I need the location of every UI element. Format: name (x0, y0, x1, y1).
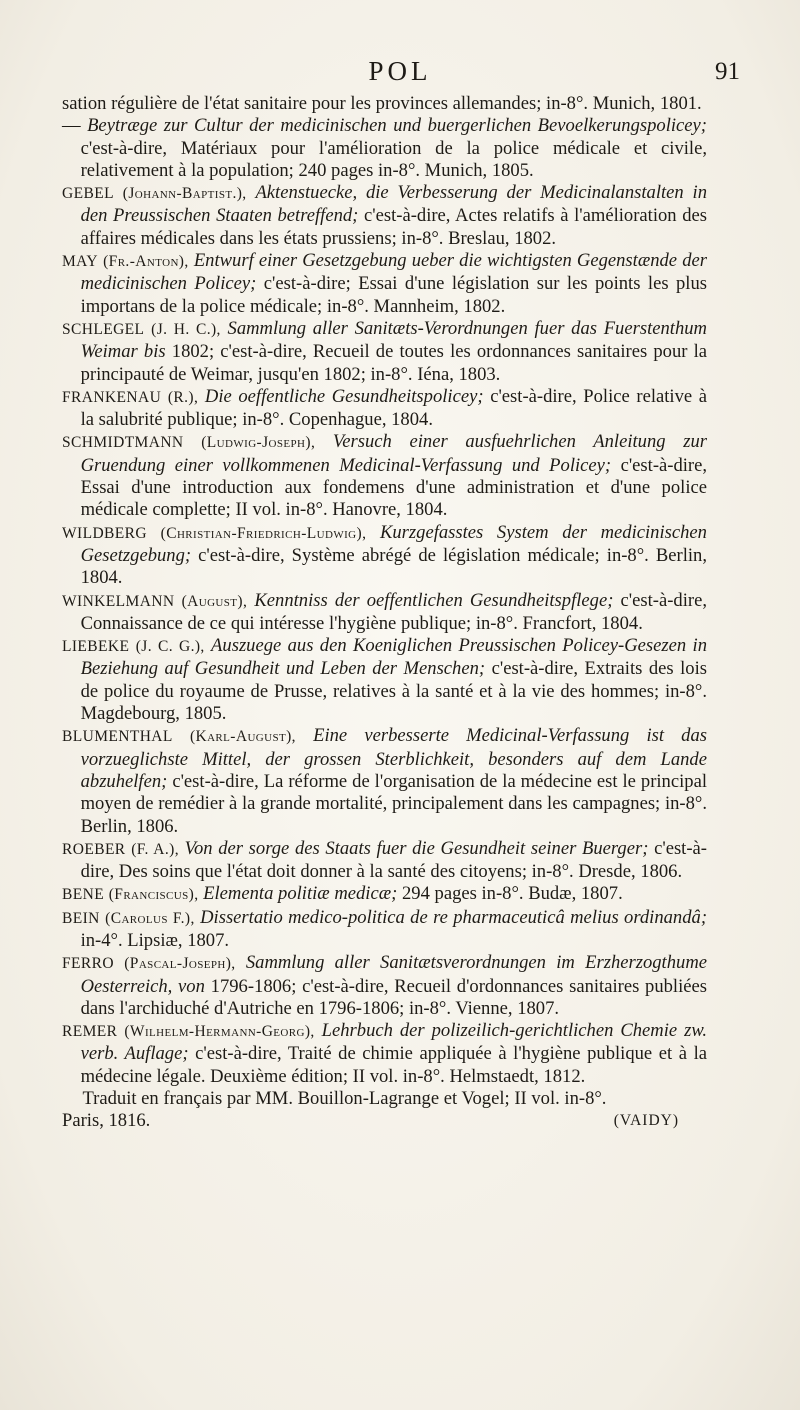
bibliography-entry (62, 115, 707, 182)
entry-text: 1796-1806; c'est-à-dire, Recueil d'ordonnances sanitaires publiées dans l'archiduché d'Autriche en 1796-1806; in-8°. Vienne, 1807. (80, 975, 708, 1019)
entry-title: Kurzgefasstes System der medicinischen Gesetzgebung; (80, 521, 707, 566)
bibliography-entry (62, 250, 707, 318)
entry-title: Eine verbesserte Medicinal-Verfassung ist das vorzueglichste Mittel, der grossen Sterblichkeit, besonders auf dem Lande abzuhelfen; (80, 725, 708, 792)
page-header (60, 56, 740, 96)
bibliography-entry (62, 1020, 707, 1088)
bibliography-entry (62, 883, 707, 906)
entry-author: BENE (62, 886, 105, 904)
entry-text: 1802; c'est-à-dire, Recueil de toutes les ordonnances sanitaires pour la principauté de Weimar, jusqu'en 1802; in-8°. Iéna, 1803. (80, 341, 707, 385)
bibliography-entry (62, 93, 707, 115)
bibliography-entry (62, 386, 707, 432)
entry-author: WILDBERG (62, 524, 147, 542)
entry-title: Beytræge zur Cultur der medicinischen und buergerlichen Bevoelkerungspolicey; (87, 115, 707, 137)
entry-title: Dissertatio medico-politica de re pharmaceuticâ melius ordinandâ; (200, 906, 708, 928)
entry-title: Aktenstuecke, die Verbesserung der Medicinalanstalten in den Preussischen Staaten betreffend; (80, 182, 707, 227)
entry-author: BEIN (62, 909, 100, 927)
entry-text: in-4°. Lipsiæ, 1807. (80, 929, 230, 951)
bibliography-entry (62, 838, 707, 884)
entry-title: Auszuege aus den Koeniglichen Preussischen Policey-Gesezen in Beziehung auf Gesundheit und Leben der Menschen; (80, 635, 707, 680)
entry-author-names: (F. A.), (131, 840, 179, 858)
entry-author-names: (August), (181, 592, 248, 610)
entry-author-names: (J. C. G.), (135, 638, 205, 656)
entry-author: SCHMIDTMANN (62, 434, 184, 452)
entry-author: FERRO (62, 955, 114, 973)
entry-text: c'est-à-dire, Connaissance de ce qui intéresse l'hygiène publique; in-8°. Francfort, 1804. (80, 589, 707, 634)
entry-text: 294 pages in-8°. Budæ, 1807. (401, 883, 623, 905)
running-head: POL (368, 56, 432, 86)
entry-author: BLUMENTHAL (62, 728, 173, 746)
entry-text: c'est-à-dire, Extraits des lois de police du royaume de Prusse, relatives à la santé et à la vie des hommes; in-8°. Magdebourg, 1805. (80, 658, 707, 725)
entry-title: Sammlung aller Sanitætsverordnungen im Erzherzogthume Oesterreich, von (80, 952, 707, 997)
entry-author-names: (Fr.-Anton), (103, 253, 189, 271)
bibliography-entry (62, 635, 707, 725)
entry-text: sation régulière de l'état sanitaire pour les provinces allemandes; in-8°. Munich, 1801. (62, 93, 702, 114)
bibliography-entry (62, 318, 707, 386)
entry-author-names: (Franciscus), (108, 886, 199, 904)
entry-title: Versuch einer ausfuehrlichen Anleitung zur Gruendung einer vollkommenen Medicinal-Verfassung und Policey; (80, 431, 708, 476)
entry-text: c'est-à-dire, Actes relatifs à l'amélioration des affaires médicales dans les états prussiens; in-8°. Breslau, 1802. (80, 205, 707, 249)
author-signature: (VAIDY) (613, 1112, 679, 1130)
bibliography-entry (62, 590, 707, 636)
entry-text: c'est-à-dire, Des soins que l'état doit donner à la santé des citoyens; in-8°. Dresde, 1806. (80, 837, 707, 883)
entry-author: REMER (62, 1023, 118, 1041)
entry-author-names: (Carolus F.), (105, 909, 195, 927)
publication-place: Paris, 1816. (62, 1110, 151, 1132)
entry-author: SCHLEGEL (62, 320, 145, 338)
entry-author: MAY (62, 253, 98, 271)
bibliography-entry (62, 907, 707, 953)
entry-author: FRANKENAU (62, 388, 162, 406)
entry-text: c'est-à-dire, Matériaux pour l'amélioration de la police médicale et civile, relativement à la population; 240 pages in-8°. Munich, 1805. (80, 137, 707, 181)
entry-title: Entwurf einer Gesetzgebung ueber die wichtigsten Gegenstænde der medicinischen Policey; (80, 250, 707, 295)
translation-note: Traduit en français par MM. Bouillon-Lagrange et Vogel; II vol. in-8°. (82, 1088, 607, 1110)
entry-text: c'est-à-dire, Essai d'une introduction aux fondemens d'une administration et d'une police médicale complette; II vol. in-8°. Hanovre, 1804. (80, 454, 708, 521)
entry-author-names: (Pascal-Joseph), (124, 955, 236, 973)
entry-author-names: (Ludwig-Joseph), (201, 434, 316, 452)
entry-text: c'est-à-dire, La réforme de l'organisation de la médecine est le principal moyen de remédier à la grande mortalité, principalement dans les campagnes; in-8°. Berlin, 1806. (80, 770, 707, 837)
entry-title: Von der sorge des Staats fuer die Gesundheit seiner Buerger; (184, 837, 649, 859)
entry-title: Sammlung aller Sanitæts-Verordnungen fuer das Fuerstenthum Weimar bis (80, 317, 707, 363)
entry-author: WINKELMANN (62, 592, 175, 610)
entry-author: ROEBER (62, 840, 126, 858)
entry-author: — (62, 115, 81, 137)
entry-author-names: (Johann-Baptist.), (122, 185, 247, 203)
entry-title: Kenntniss der oeffentlichen Gesundheitspflege; (254, 589, 614, 611)
entry-title: Die oeffentliche Gesundheitspolicey; (204, 385, 484, 407)
bibliography-entry (62, 182, 707, 250)
closing-line (62, 1110, 707, 1132)
bibliography-entry (62, 725, 707, 837)
bibliography-entry (62, 431, 707, 521)
entry-title: Elementa politiæ medicæ; (203, 883, 398, 905)
page-number: 91 (715, 58, 740, 85)
entry-author-names: (Wilhelm-Hermann-Georg), (124, 1023, 315, 1041)
entry-author: LIEBEKE (62, 638, 130, 656)
entry-author-names: (J. H. C.), (151, 320, 221, 338)
entry-text: c'est-à-dire, Police relative à la salubrité publique; in-8°. Copenhague, 1804. (80, 385, 707, 431)
entry-text: c'est-à-dire, Traité de chimie appliquée à l'hygiène publique et à la médecine légale. Deuxième édition; II vol. in-8°. Helmstaedt, 1812. (80, 1043, 708, 1087)
entry-text: c'est-à-dire; Essai d'une législation sur les points les plus importans de la police médicale; in-8°. Mannheim, 1802. (80, 273, 707, 317)
bibliography-text (62, 93, 707, 1133)
bibliography-entry (62, 952, 707, 1020)
entry-author-names: (Christian-Friedrich-Ludwig), (160, 524, 367, 542)
entry-author-names: (Karl-August), (189, 728, 296, 746)
entry-title: Lehrbuch der polizeilich-gerichtlichen Chemie zw. verb. Auflage; (80, 1020, 707, 1065)
bibliography-entry (62, 522, 707, 590)
entry-text: c'est-à-dire, Système abrégé de législation médicale; in-8°. Berlin, 1804. (80, 544, 707, 589)
entry-author-names: (R.), (167, 388, 199, 406)
entry-author: GEBEL (62, 185, 114, 203)
